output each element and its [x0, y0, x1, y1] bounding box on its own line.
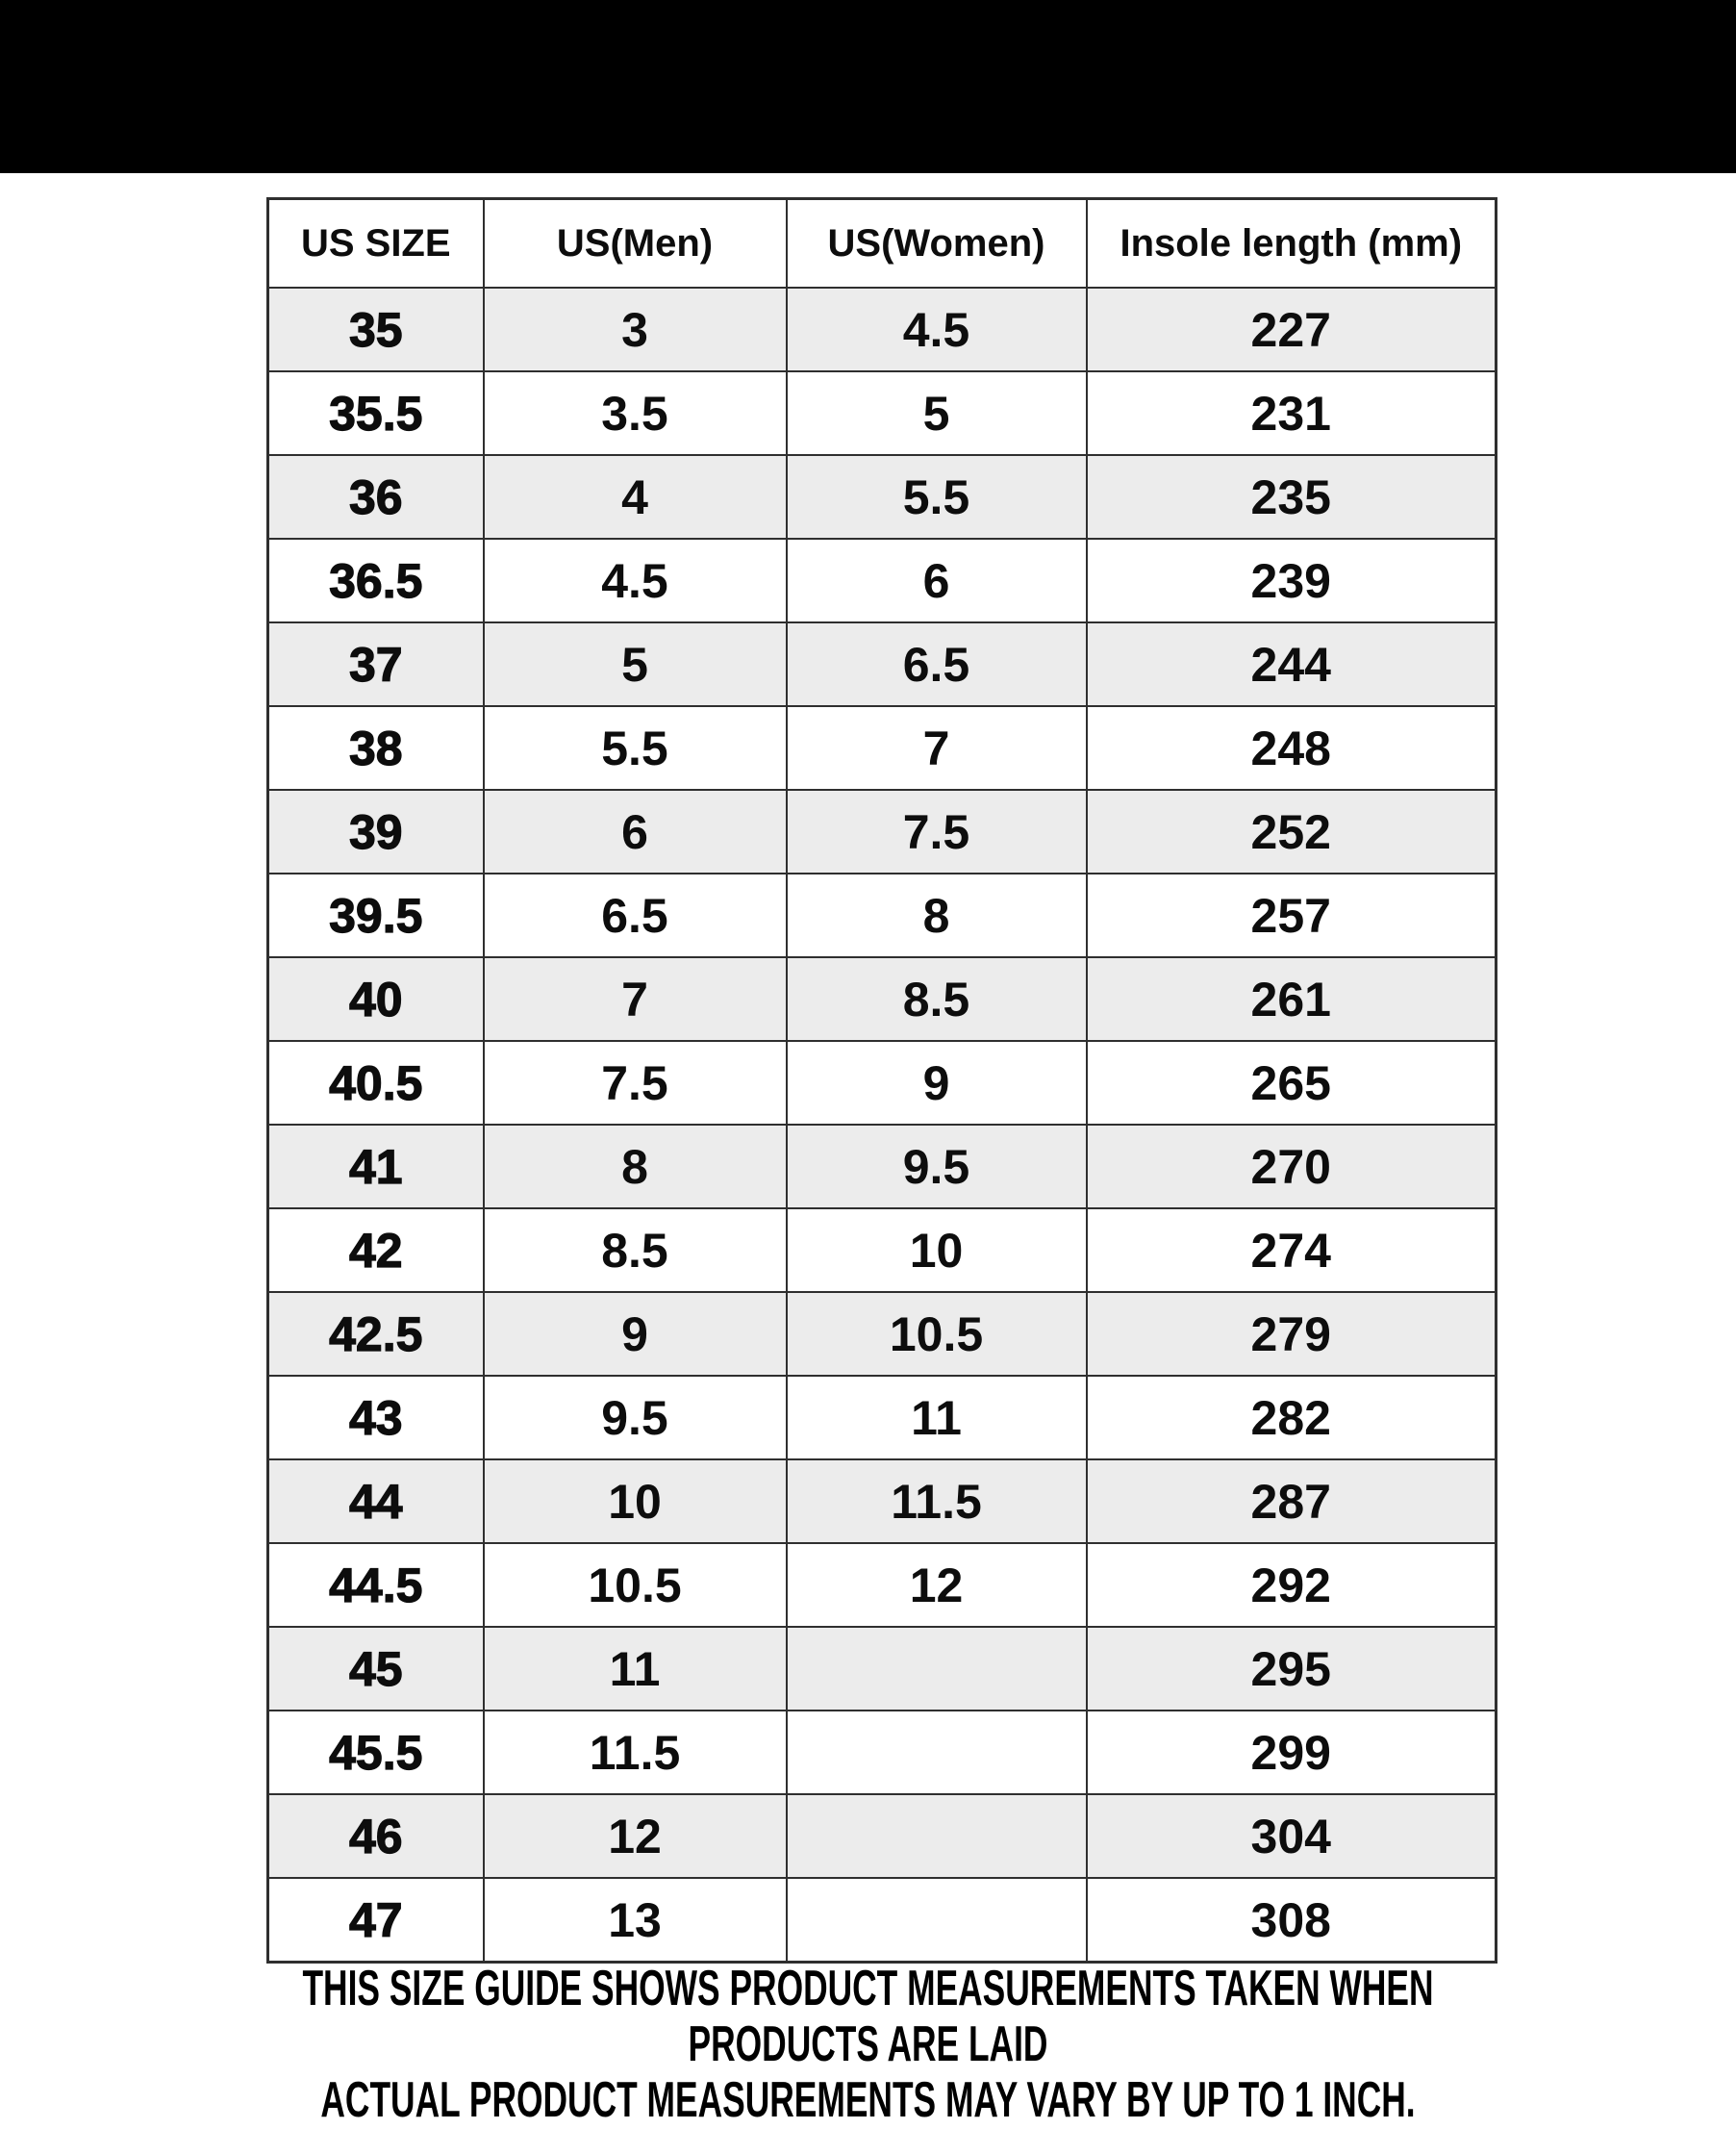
cell-us-men: 9.5 [484, 1376, 787, 1459]
cell-insole-length: 261 [1087, 957, 1497, 1041]
cell-insole-length: 299 [1087, 1711, 1497, 1794]
cell-us-size: 45 [268, 1627, 484, 1711]
cell-us-size: 38 [268, 706, 484, 790]
cell-us-size: 43 [268, 1376, 484, 1459]
cell-us-size: 40 [268, 957, 484, 1041]
cell-us-men: 9 [484, 1292, 787, 1376]
cell-us-men: 11 [484, 1627, 787, 1711]
cell-us-size: 44.5 [268, 1543, 484, 1627]
cell-us-women: 9 [787, 1041, 1087, 1125]
cell-us-women: 10.5 [787, 1292, 1087, 1376]
cell-insole-length: 265 [1087, 1041, 1497, 1125]
cell-us-women: 10 [787, 1208, 1087, 1292]
cell-us-size: 35.5 [268, 371, 484, 455]
cell-us-men: 4 [484, 455, 787, 539]
cell-us-men: 8.5 [484, 1208, 787, 1292]
cell-us-women: 5 [787, 371, 1087, 455]
cell-us-size: 36.5 [268, 539, 484, 622]
cell-us-women: 7 [787, 706, 1087, 790]
table-row [268, 288, 1497, 371]
cell-insole-length: 274 [1087, 1208, 1497, 1292]
table-row [268, 539, 1497, 622]
cell-us-size: 47 [268, 1878, 484, 1963]
cell-us-women: 4.5 [787, 288, 1087, 371]
header-row [268, 199, 1497, 289]
cell-us-men: 3 [484, 288, 787, 371]
top-banner [0, 0, 1736, 173]
cell-us-men: 12 [484, 1794, 787, 1878]
cell-insole-length: 308 [1087, 1878, 1497, 1963]
table-row [268, 1041, 1497, 1125]
cell-us-men: 5.5 [484, 706, 787, 790]
cell-us-women: 6.5 [787, 622, 1087, 706]
cell-us-size: 46 [268, 1794, 484, 1878]
cell-us-size: 44 [268, 1459, 484, 1543]
table-row [268, 1376, 1497, 1459]
cell-insole-length: 282 [1087, 1376, 1497, 1459]
table-row [268, 1627, 1497, 1711]
table-row [268, 1543, 1497, 1627]
cell-us-women: 6 [787, 539, 1087, 622]
table-row [268, 1125, 1497, 1208]
cell-us-size: 35 [268, 288, 484, 371]
table-row [268, 790, 1497, 874]
disclaimer-line-1: THIS SIZE GUIDE SHOWS PRODUCT MEASUREMENTS TAKEN WHEN PRODUCTS ARE LAID [302, 1961, 1434, 2073]
column-header-us-size: US SIZE [268, 199, 484, 289]
cell-us-men: 8 [484, 1125, 787, 1208]
cell-insole-length: 295 [1087, 1627, 1497, 1711]
cell-us-men: 11.5 [484, 1711, 787, 1794]
cell-insole-length: 235 [1087, 455, 1497, 539]
cell-us-size: 41 [268, 1125, 484, 1208]
table-row [268, 622, 1497, 706]
cell-us-men: 10 [484, 1459, 787, 1543]
cell-us-men: 13 [484, 1878, 787, 1963]
cell-us-men: 7.5 [484, 1041, 787, 1125]
cell-insole-length: 304 [1087, 1794, 1497, 1878]
cell-us-size: 36 [268, 455, 484, 539]
cell-us-women [787, 1627, 1087, 1711]
cell-insole-length: 227 [1087, 288, 1497, 371]
table-row [268, 1878, 1497, 1963]
cell-insole-length: 244 [1087, 622, 1497, 706]
table-row [268, 874, 1497, 957]
cell-insole-length: 248 [1087, 706, 1497, 790]
cell-us-size: 39.5 [268, 874, 484, 957]
cell-us-men: 7 [484, 957, 787, 1041]
cell-us-women: 11 [787, 1376, 1087, 1459]
table-row [268, 957, 1497, 1041]
cell-insole-length: 292 [1087, 1543, 1497, 1627]
table-row [268, 706, 1497, 790]
cell-us-men: 3.5 [484, 371, 787, 455]
cell-insole-length: 257 [1087, 874, 1497, 957]
cell-us-size: 37 [268, 622, 484, 706]
table-row [268, 1292, 1497, 1376]
cell-us-men: 6.5 [484, 874, 787, 957]
cell-us-women [787, 1794, 1087, 1878]
table-row [268, 1711, 1497, 1794]
cell-insole-length: 270 [1087, 1125, 1497, 1208]
disclaimer-line-2: ACTUAL PRODUCT MEASUREMENTS MAY VARY BY UP TO 1 INCH. [320, 2072, 1416, 2129]
column-header-insole-length: Insole length (mm) [1087, 199, 1497, 289]
cell-insole-length: 239 [1087, 539, 1497, 622]
cell-us-women [787, 1711, 1087, 1794]
table-row [268, 1459, 1497, 1543]
cell-us-size: 40.5 [268, 1041, 484, 1125]
cell-us-women: 11.5 [787, 1459, 1087, 1543]
cell-us-women: 5.5 [787, 455, 1087, 539]
column-header-us-men: US(Men) [484, 199, 787, 289]
cell-us-women: 9.5 [787, 1125, 1087, 1208]
cell-us-women: 12 [787, 1543, 1087, 1627]
size-guide-disclaimer [0, 1961, 1736, 2129]
cell-us-women: 8.5 [787, 957, 1087, 1041]
cell-us-men: 5 [484, 622, 787, 706]
cell-us-men: 10.5 [484, 1543, 787, 1627]
table-row [268, 371, 1497, 455]
cell-us-size: 42 [268, 1208, 484, 1292]
size-chart-table [266, 197, 1497, 1964]
cell-us-women [787, 1878, 1087, 1963]
cell-us-men: 4.5 [484, 539, 787, 622]
table-row [268, 455, 1497, 539]
cell-us-size: 39 [268, 790, 484, 874]
cell-us-men: 6 [484, 790, 787, 874]
table-row [268, 1208, 1497, 1292]
cell-insole-length: 279 [1087, 1292, 1497, 1376]
cell-us-size: 42.5 [268, 1292, 484, 1376]
cell-us-women: 8 [787, 874, 1087, 957]
cell-us-women: 7.5 [787, 790, 1087, 874]
table-row [268, 1794, 1497, 1878]
cell-insole-length: 287 [1087, 1459, 1497, 1543]
column-header-us-women: US(Women) [787, 199, 1087, 289]
cell-insole-length: 231 [1087, 371, 1497, 455]
cell-insole-length: 252 [1087, 790, 1497, 874]
cell-us-size: 45.5 [268, 1711, 484, 1794]
